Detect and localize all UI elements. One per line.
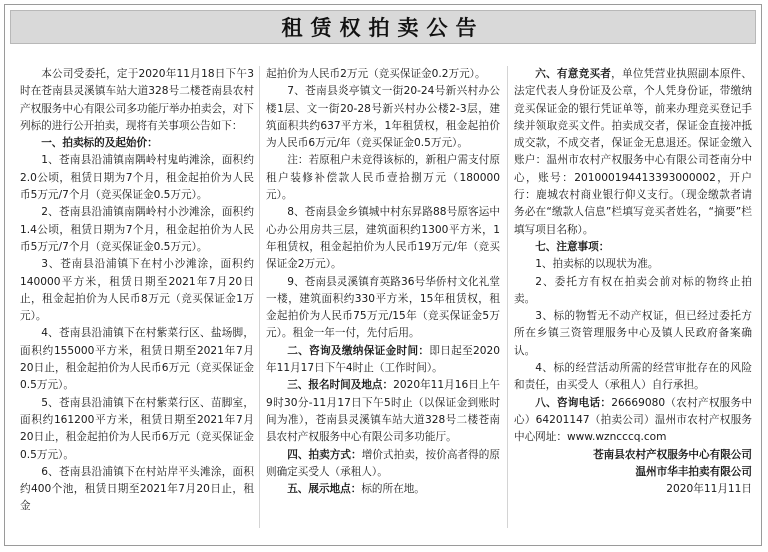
paragraph: 3、苍南县沿浦镇下在村小沙滩涂，面积约140000平方米，租赁日期至2021年7月20日止，租金起拍价为人民币8万元（竞买保证金1万元）。	[20, 258, 254, 323]
paragraph: 6、苍南县沿浦镇下在村站岸平头滩涂，面积约400个池，租赁日期至2021年7月20日止，租金	[20, 465, 254, 513]
section-heading: 二、咨询及缴纳保证金时间：	[287, 344, 430, 357]
paragraph: 2、苍南县沿浦镇南隅岭村小沙滩涂，面积约1.4公顷，租赁日期为7个月，租金起拍价为人民币5万元/7个月（竞买保证金0.5万元）。	[20, 206, 254, 253]
section-heading: 五、展示地点：	[287, 483, 362, 496]
paragraph: 2、委托方有权在拍卖会前对标的物终止拍卖。	[514, 275, 752, 305]
section-heading: 六、有意竞买者	[535, 68, 612, 80]
paragraph	[514, 395, 752, 447]
signature-org: 温州市华丰拍卖有限公司	[635, 465, 752, 478]
paragraph-text: 增价式拍卖，按价高者得的原则确定买受人（承租人）。	[266, 448, 500, 478]
paragraph: 一、拍卖标的及起始价：	[41, 137, 158, 150]
paragraph: 3、标的物暂无不动产权证，但已经过委托方所在乡镇三资管理服务中心及镇人民政府备案确认。	[514, 310, 752, 357]
column-1	[20, 66, 254, 536]
section-heading: 四、拍卖方式：	[287, 448, 362, 461]
paragraph: 7、苍南县炎亭镇文一街20-24号新兴村办公楼1层、文一街20-28号新兴村办公楼2-3层，建筑面积共约637平方米，1年租赁权，租金起拍价为人民币6万元/年（竞买保证金0.5万元）。	[266, 85, 500, 150]
column-divider	[507, 66, 508, 528]
paragraph: 8、苍南县金乡镇城中村东昇路88号原客运中心办公用房共三层，建筑面积约1300平方米，1年租赁权，租金起拍价为人民币19万元/年（竞买保证金2万元）。	[266, 206, 500, 271]
signature-org: 苍南县农村产权服务中心有限公司	[593, 448, 752, 461]
paragraph: 1、苍南县沿浦镇南隅岭村鬼屿滩涂，面积约2.0公顷，租赁日期为7个月，租金起拍价为人民币5万元/7个月（竞买保证金0.5万元）。	[20, 154, 254, 202]
page-title: 租赁权拍卖公告	[281, 16, 485, 40]
paragraph: 9、苍南县灵溪镇育英路36号华侨村文化礼堂一楼，建筑面积约330平方米，15年租赁权，租金起拍价为人民币75万元/15年（竞买保证金5万元）。租金一年一付，先付后用。	[266, 275, 500, 340]
paragraph-text: 26669080（农村产权服务中心）64201147（拍卖公司）温州市农村产权服务中心网址：www.wzncccq.com	[514, 396, 752, 444]
paragraph: 1、拍卖标的以现状为准。	[535, 258, 659, 271]
paragraph	[266, 481, 500, 498]
paragraph: 本公司受委托，定于2020年11月18日下午3时在苍南县灵溪镇车站大道328号二楼苍南县农村产权服务中心有限公司多功能厅举办拍卖会，对下列标的进行公开拍卖，现将有关事项公告如下：	[20, 68, 254, 132]
section-heading: 三、报名时间及地点：	[287, 379, 394, 392]
paragraph-text: 标的所在地。	[361, 483, 425, 496]
paragraph: 4、苍南县沿浦镇下在村紫菜行区、盐场脚，面积约155000平方米，租赁日期至2021年7月20日止，租金起拍价为人民币6万元（竞买保证金0.5万元）。	[20, 327, 254, 392]
paragraph: 5、苍南县沿浦镇下在村紫菜行区、苗脚室，面积约161200平方米，租赁日期至2021年7月20日止，租金起拍价为人民币6万元（竞买保证金0.5万元）。	[20, 396, 254, 461]
paragraph	[514, 66, 752, 239]
paragraph	[266, 447, 500, 482]
paragraph-text: 2020年11月16日上午9时30分-11月17日下午5时止（以保证金到账时间为准），苍南县灵溪镇车站大道328号二楼苍南县农村产权服务中心有限公司多功能厅。	[266, 379, 500, 444]
column-2	[266, 66, 500, 536]
paragraph-text: ，单位凭营业执照副本原件、法定代表人身份证及公章，个人凭身份证，带缴纳竞买保证金的银行凭证单等，前来办理竞买登记手续并领取竞买文件。拍卖成交者，保证金直接冲抵成交款，不成交者，保证金无息退还。保证金缴入账户：温州市农村产权服务中心有限公司苍南分中心，账号：201000194413393000002，开户行：鹿城农村商业银行仰义支行。（现金缴款者请务必在“缴款人信息”栏填写竞买者姓名，“摘要”栏填写项目名称）。	[514, 68, 752, 236]
signature-date: 2020年11月11日	[666, 483, 752, 496]
paragraph: 起拍价为人民币2万元（竞买保证金0.2万元）。	[266, 68, 486, 80]
paragraph	[266, 343, 500, 378]
paragraph-text: 即日起至2020年11月17日下午4时止（工作时间）。	[266, 344, 500, 375]
section-heading: 八、咨询电话：	[535, 396, 612, 409]
title-bar	[10, 10, 756, 44]
column-3	[514, 66, 752, 536]
paragraph	[266, 377, 500, 446]
column-divider	[259, 66, 260, 528]
paragraph: 4、标的经营活动所需的经营审批存在的风险和责任，由买受人（承租人）自行承担。	[514, 362, 752, 392]
paragraph: 七、注意事项：	[535, 240, 610, 253]
paragraph: 注：若原租户未竞得该标的，新租户需支付原租户装修补偿款人民币壹拾捌万元（180000元）。	[266, 154, 500, 202]
